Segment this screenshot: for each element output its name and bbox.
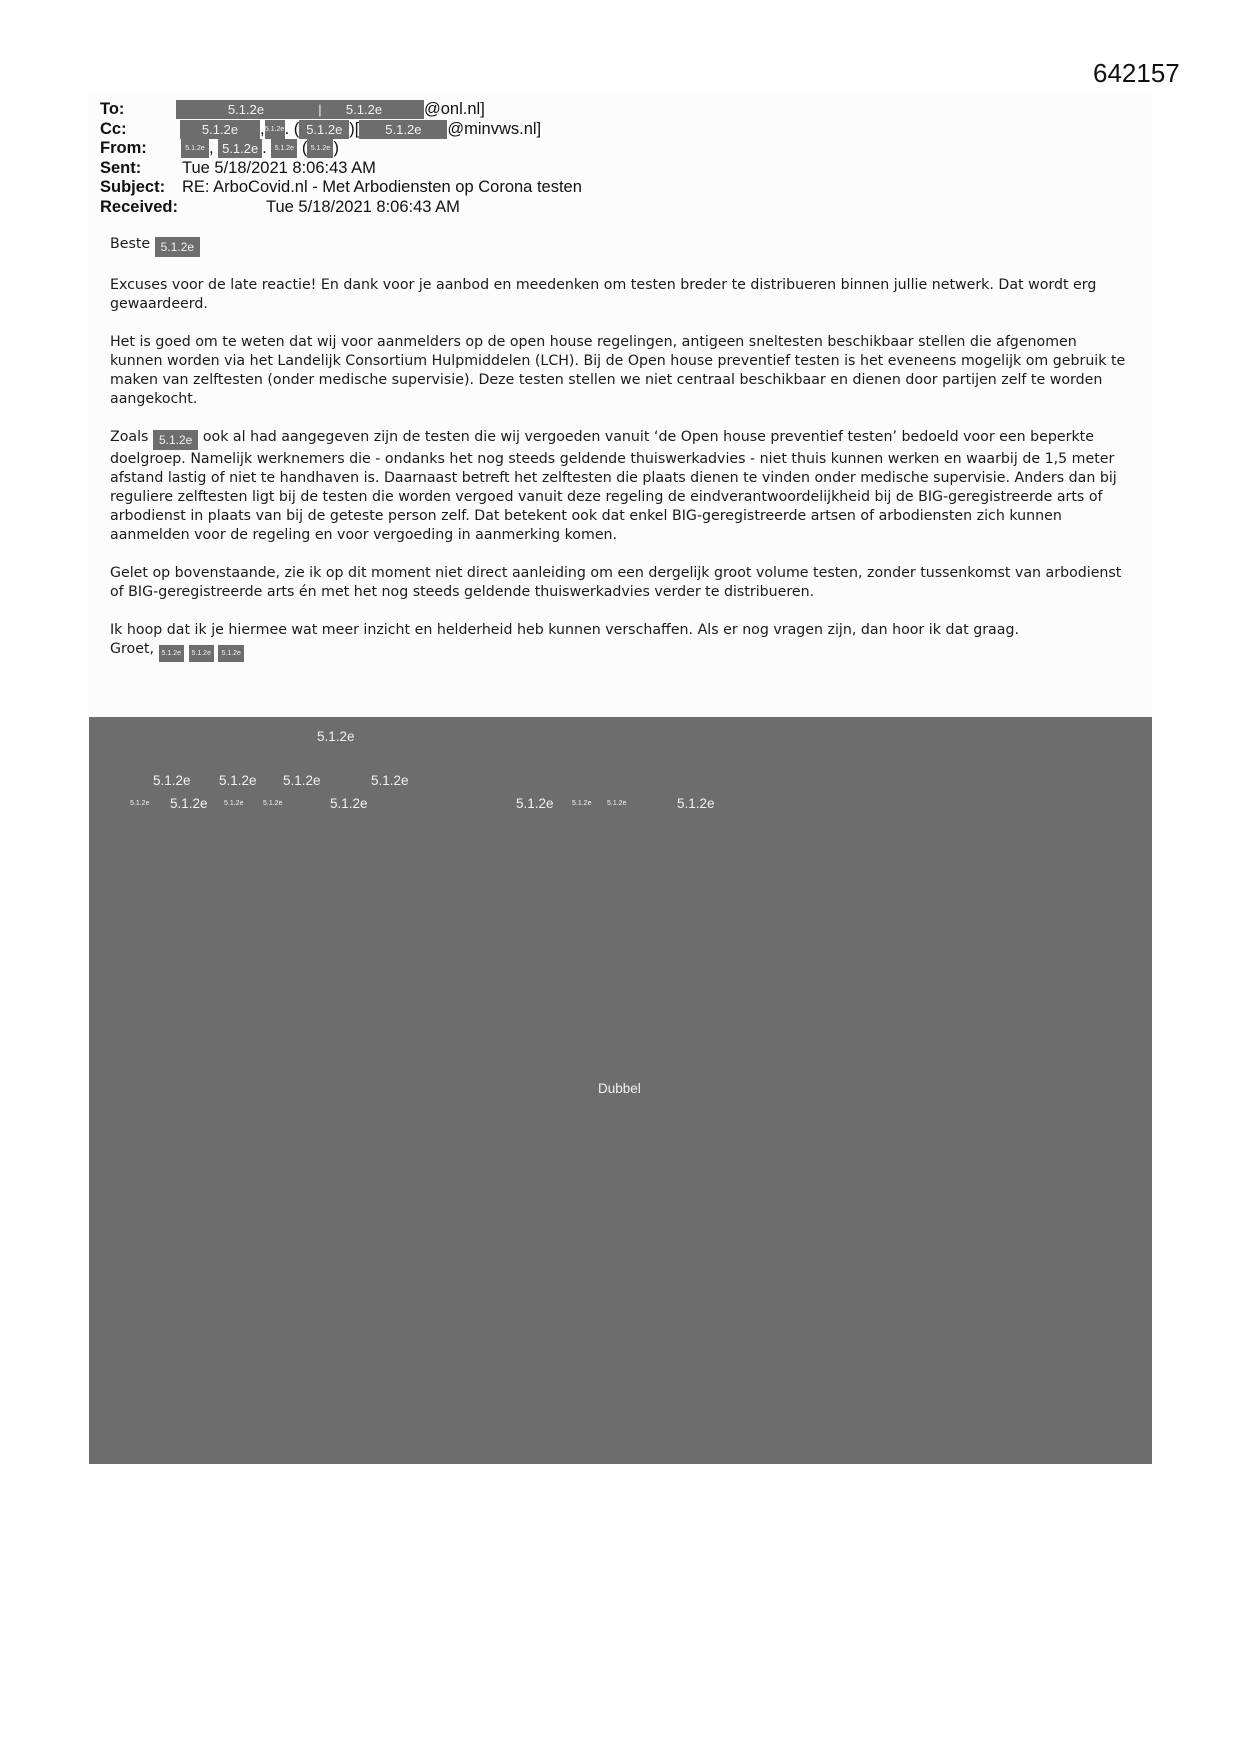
cc-label: Cc: [100, 119, 127, 138]
redaction-box: 5.1.2e [155, 237, 200, 257]
redaction-box: 5.1.2e [359, 120, 447, 139]
redaction-box: 5.1.2e [299, 120, 349, 139]
sent-label: Sent: [100, 158, 142, 177]
redaction-box: 5.1.2e [153, 430, 198, 450]
from-label: From: [100, 139, 147, 157]
paragraph-1: Excuses voor de late reactie! En dank voor je aanbod en meedenken om testen breder te distribueren binnen jullie netwerk. Dat wordt erg gewaardeerd. [110, 277, 1097, 312]
redaction-label: 5.1.2e [170, 796, 208, 811]
redaction-box: 5.1.2e [218, 139, 262, 158]
to-separator: | [316, 100, 324, 119]
redaction-box: 5.1.2e [324, 100, 404, 119]
paragraph-3: Zoals 5.1.2e ook al had aangegeven zijn de testen die wij vergoeden vanuit ‘de Open house preventief testen’ bedoeld voor een beperkte doelgroep. Namelijk werknemers die - ondanks het nog steeds geldende thuiswerkadvies - niet thuis kunnen werken en waarbij de 1,5 meter afstand lastig of niet te handhaven is. Daarnaast betreft het zelftesten die plaats dienen te vinden onder medische supervisie. Anders dan bij reguliere zelftesten ligt bij de testen die worden vergoed vanuit deze regeling de eindverantwoordelijkheid bij de BIG-geregistreerde arts of arbodienst in plaats van bij de geteste person zelf. Dat betekent ook dat enkel BIG-geregistreerde artsen of arbodiensten zich kunnen aanmelden voor de regeling en voor vergoeding in aanmerking komen. [110, 429, 1117, 543]
received-value: Tue 5/18/2021 8:06:43 AM [266, 197, 460, 216]
paragraph-4: Gelet op bovenstaande, zie ik op dit moment niet direct aanleiding om een dergelijk groot volume testen, zonder tussenkomst van arbodienst of BIG-geregistreerde arts én met het nog steeds geldende thuiswerkadvies verder te distribueren. [110, 565, 1122, 600]
redacted-duplicate-block [89, 717, 1152, 1464]
redaction-box: 5.1.2e [176, 100, 316, 119]
redaction-box [404, 100, 424, 119]
subject-value: RE: ArboCovid.nl - Met Arbodiensten op Corona testen [182, 178, 582, 196]
redaction-box: 5.1.2e [218, 645, 243, 662]
redaction-label: 5.1.2e [677, 796, 715, 811]
redaction-label: 5.1.2e [317, 729, 355, 744]
from-value: 5.1.2e , 5.1.2e . 5.1.2e ( 5.1.2e ) [181, 139, 339, 159]
redaction-label: 5.1.2e [330, 796, 368, 811]
redaction-box: 5.1.2e [307, 139, 333, 158]
cc-domain: @minvws.nl] [447, 119, 542, 138]
redaction-label: 5.1.2e [607, 800, 627, 807]
redaction-label: 5.1.2e [219, 773, 257, 788]
redaction-label: 5.1.2e [516, 796, 554, 811]
closing: Groet, 5.1.2e 5.1.2e 5.1.2e [110, 640, 1130, 662]
redaction-label: 5.1.2e [263, 800, 283, 807]
redaction-label: 5.1.2e [572, 800, 592, 807]
redaction-box: 5.1.2e [159, 645, 184, 662]
redaction-box: 5.1.2e [180, 120, 260, 139]
redaction-label: 5.1.2e [224, 800, 244, 807]
redaction-box: 5.1.2e [265, 120, 285, 139]
to-domain: @onl.nl] [424, 100, 485, 118]
dubbel-label: Dubbel [598, 1081, 641, 1096]
paragraph-2: Het is goed om te weten dat wij voor aanmelders op de open house regelingen, antigeen sneltesten beschikbaar stellen die afgenomen kunnen worden via het Landelijk Consortium Hulpmiddelen (LCH). Bij de Open house preventief testen is het eveneens mogelijk om gebruik te maken van zelftesten (onder medische supervisie). Deze testen stellen we niet centraal beschikbaar en dienen door partijen zelf te worden aangekocht. [110, 334, 1126, 407]
sent-value: Tue 5/18/2021 8:06:43 AM [182, 158, 376, 177]
redaction-label: 5.1.2e [371, 773, 409, 788]
redaction-box: 5.1.2e [181, 139, 209, 158]
document-number: 642157 [1093, 58, 1180, 88]
to-value [176, 100, 485, 120]
paragraph-5: Ik hoop dat ik je hiermee wat meer inzicht en helderheid heb kunnen verschaffen. Als er nog vragen zijn, dan hoor ik dat graag. [110, 622, 1019, 638]
subject-label: Subject: [100, 178, 166, 196]
received-label: Received: [100, 197, 178, 216]
email-body [110, 235, 1130, 681]
redaction-box: 5.1.2e [271, 139, 297, 158]
redaction-box: 5.1.2e [189, 645, 214, 662]
redaction-label: 5.1.2e [130, 800, 150, 807]
redaction-label: 5.1.2e [153, 773, 191, 788]
to-label: To: [100, 100, 125, 118]
cc-value: 5.1.2e ,5.1.2e. ( 5.1.2e )[ 5.1.2e @minvws.nl] [180, 120, 541, 140]
greeting: Beste 5.1.2e [110, 235, 1130, 257]
redaction-label: 5.1.2e [283, 773, 321, 788]
